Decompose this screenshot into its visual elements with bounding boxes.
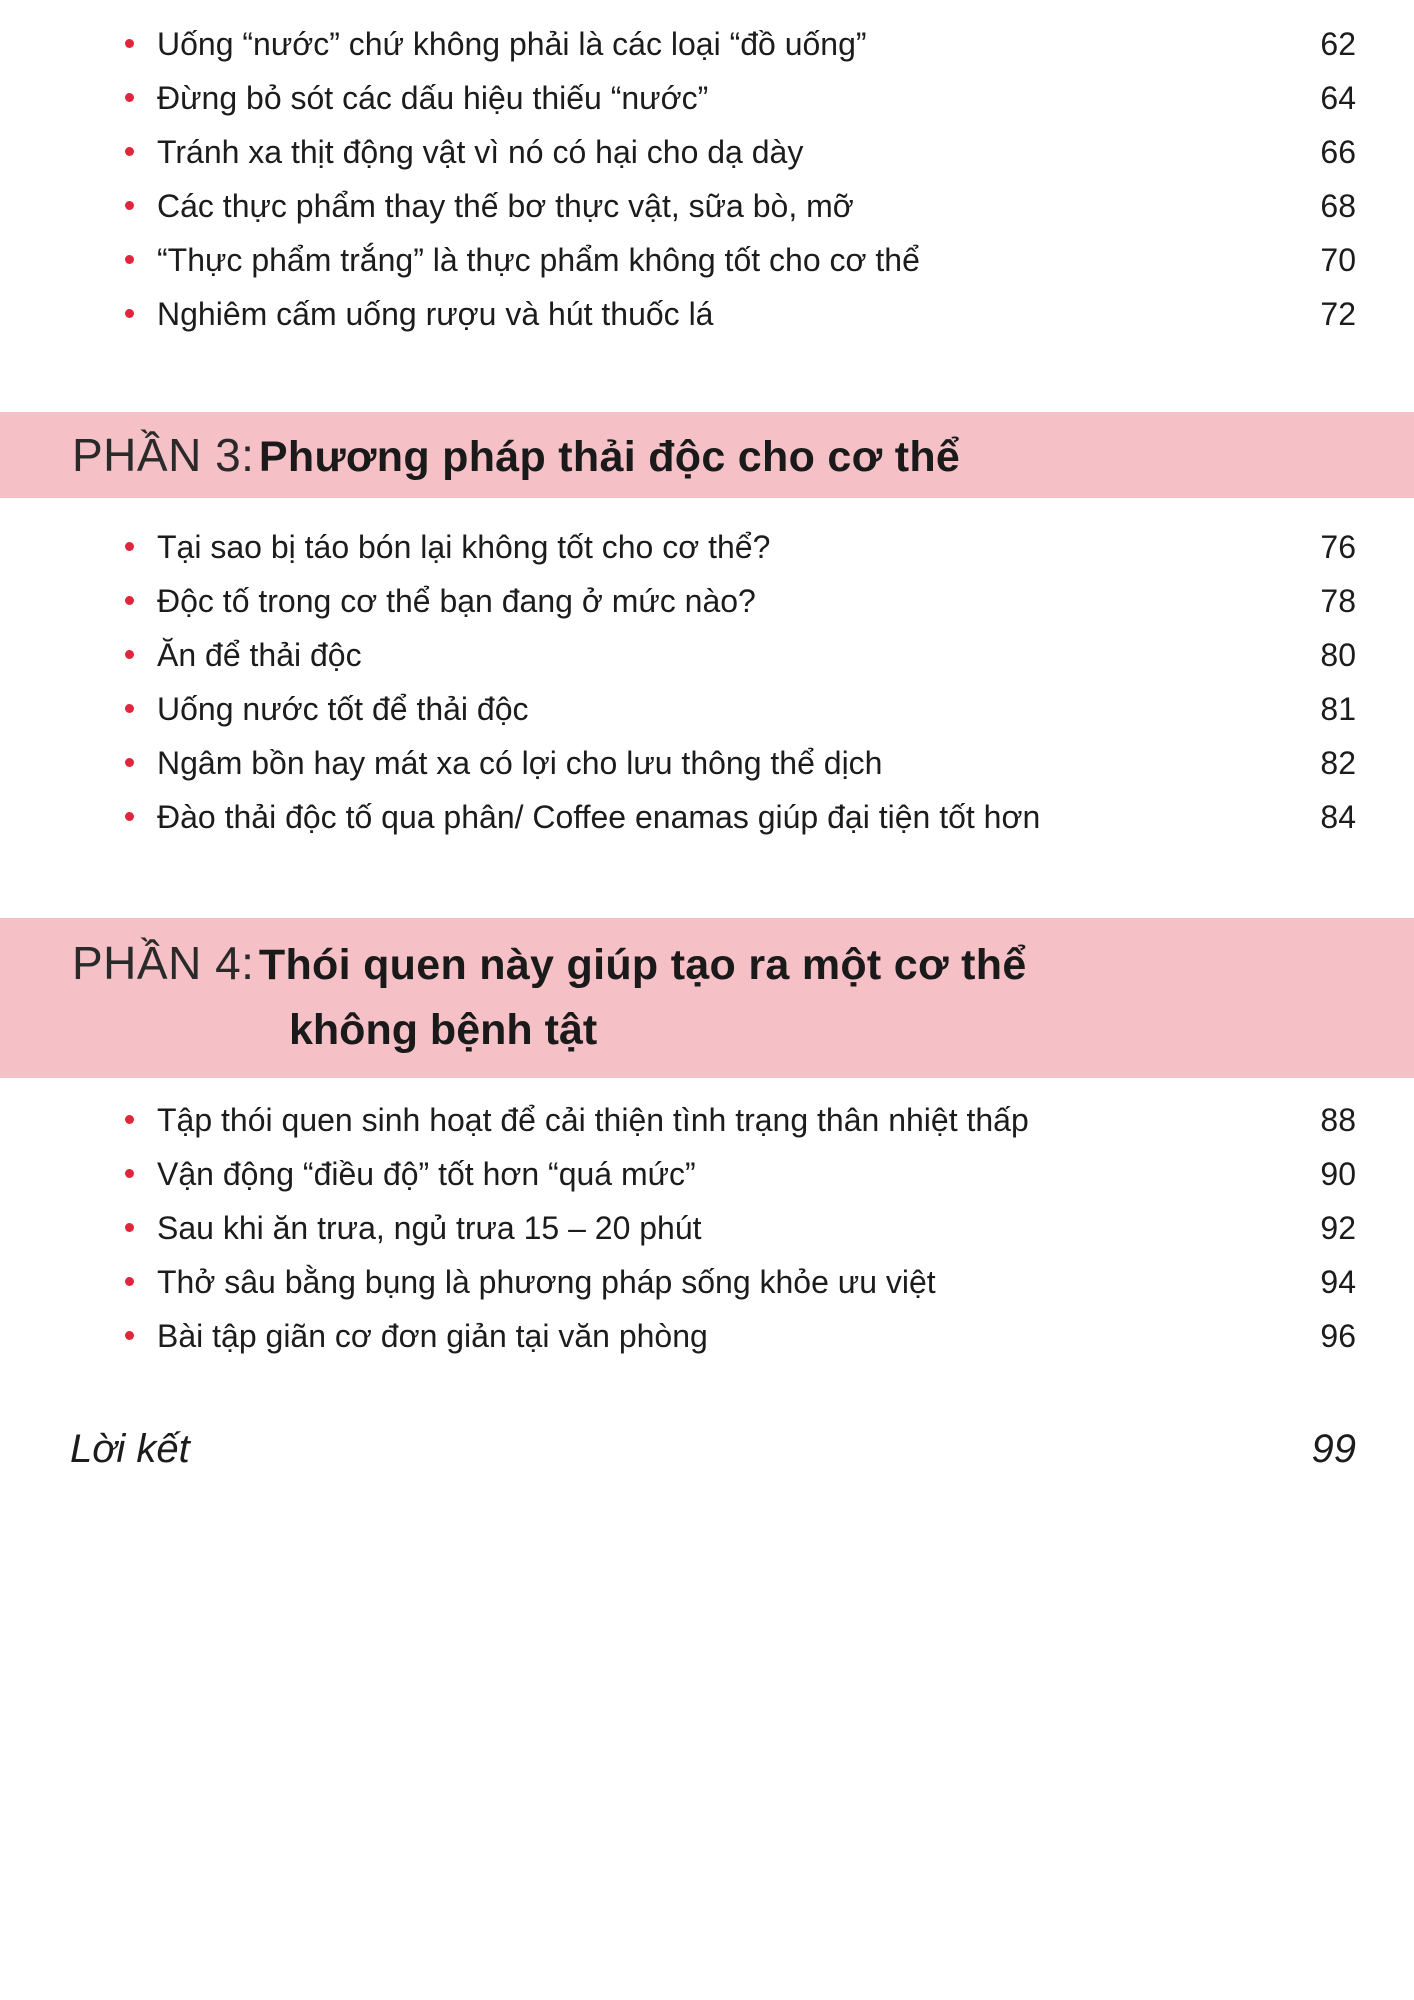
closing-page: 99 bbox=[1311, 1427, 1356, 1471]
toc-item-title: Đào thải độc tố qua phân/ Coffee enamas giúp đại tiện tốt hơn bbox=[157, 799, 1041, 835]
bullet-icon bbox=[125, 93, 134, 102]
toc-item-page: 92 bbox=[1320, 1210, 1356, 1246]
part3-prefix: PHẦN 3: bbox=[72, 429, 255, 481]
toc-item-title: Ăn để thải độc bbox=[157, 637, 362, 673]
bullet-icon bbox=[125, 309, 134, 318]
toc-item-title: Tại sao bị táo bón lại không tốt cho cơ thể? bbox=[157, 529, 771, 565]
toc-item[interactable] bbox=[0, 1309, 1414, 1363]
toc-item-page: 82 bbox=[1320, 745, 1356, 781]
bullet-icon bbox=[125, 39, 134, 48]
bullet-icon bbox=[125, 704, 134, 713]
toc-item-page: 78 bbox=[1320, 583, 1356, 619]
bullet-icon bbox=[125, 812, 134, 821]
toc-item-page: 81 bbox=[1320, 691, 1356, 727]
toc-item-page: 72 bbox=[1320, 296, 1356, 332]
toc-item-page: 66 bbox=[1320, 134, 1356, 170]
bullet-icon bbox=[125, 758, 134, 767]
part4-toc-list bbox=[0, 1093, 1414, 1363]
toc-item-title: Ngâm bồn hay mát xa có lợi cho lưu thông thể dịch bbox=[157, 745, 883, 781]
toc-item-title: Uống nước tốt để thải độc bbox=[157, 691, 529, 727]
toc-item-page: 94 bbox=[1320, 1264, 1356, 1300]
bullet-icon bbox=[125, 542, 134, 551]
part3-toc-list bbox=[0, 520, 1414, 844]
closing-title[interactable]: Lời kết bbox=[70, 1427, 190, 1471]
toc-item-page: 80 bbox=[1320, 637, 1356, 673]
toc-item[interactable] bbox=[0, 1255, 1414, 1309]
toc-item[interactable] bbox=[0, 233, 1414, 287]
toc-item[interactable] bbox=[0, 1201, 1414, 1255]
toc-item[interactable] bbox=[0, 125, 1414, 179]
part4-title-line1: Thói quen này giúp tạo ra một cơ thể bbox=[258, 941, 1027, 989]
bullet-icon bbox=[125, 201, 134, 210]
part4-header-band bbox=[0, 918, 1414, 1078]
toc-item-title: Tập thói quen sinh hoạt để cải thiện tình trạng thân nhiệt thấp bbox=[157, 1102, 1029, 1138]
toc-item-title: Đừng bỏ sót các dấu hiệu thiếu “nước” bbox=[157, 80, 709, 116]
toc-item[interactable] bbox=[0, 520, 1414, 574]
toc-item-title: Uống “nước” chứ không phải là các loại “đồ uống” bbox=[157, 26, 867, 62]
toc-item-page: 84 bbox=[1320, 799, 1356, 835]
toc-item[interactable] bbox=[0, 790, 1414, 844]
bullet-icon bbox=[125, 255, 134, 264]
bullet-icon bbox=[125, 1223, 134, 1232]
part3-title: Phương pháp thải độc cho cơ thể bbox=[258, 433, 961, 481]
toc-item-title: Vận động “điều độ” tốt hơn “quá mức” bbox=[157, 1156, 696, 1192]
bullet-icon bbox=[125, 147, 134, 156]
toc-item[interactable] bbox=[0, 17, 1414, 71]
bullet-icon bbox=[125, 596, 134, 605]
toc-item-title: Sau khi ăn trưa, ngủ trưa 15 – 20 phút bbox=[157, 1210, 702, 1246]
toc-item-page: 96 bbox=[1320, 1318, 1356, 1354]
bullet-icon bbox=[125, 1169, 134, 1178]
bullet-icon bbox=[125, 1277, 134, 1286]
toc-item-page: 88 bbox=[1320, 1102, 1356, 1138]
part4-prefix: PHẦN 4: bbox=[72, 937, 255, 989]
part4-title-line2: không bệnh tật bbox=[289, 1006, 598, 1054]
toc-item-title: Thở sâu bằng bụng là phương pháp sống khỏe ưu việt bbox=[157, 1264, 936, 1300]
toc-item-title: “Thực phẩm trắng” là thực phẩm không tốt cho cơ thể bbox=[157, 242, 920, 278]
toc-item-page: 68 bbox=[1320, 188, 1356, 224]
toc-item[interactable] bbox=[0, 1147, 1414, 1201]
toc-item-page: 90 bbox=[1320, 1156, 1356, 1192]
toc-item-title: Nghiêm cấm uống rượu và hút thuốc lá bbox=[157, 296, 714, 332]
toc-item[interactable] bbox=[0, 736, 1414, 790]
toc-item[interactable] bbox=[0, 1093, 1414, 1147]
toc-item-title: Tránh xa thịt động vật vì nó có hại cho dạ dày bbox=[157, 134, 804, 170]
bullet-icon bbox=[125, 1331, 134, 1340]
toc-item[interactable] bbox=[0, 71, 1414, 125]
part3-header-band bbox=[0, 412, 1414, 498]
bullet-icon bbox=[125, 650, 134, 659]
part4-heading[interactable] bbox=[72, 936, 1027, 990]
toc-item[interactable] bbox=[0, 179, 1414, 233]
part2-toc-list bbox=[0, 17, 1414, 341]
toc-item-title: Bài tập giãn cơ đơn giản tại văn phòng bbox=[157, 1318, 708, 1354]
toc-item[interactable] bbox=[0, 628, 1414, 682]
part3-heading[interactable] bbox=[72, 428, 960, 482]
toc-item-page: 64 bbox=[1320, 80, 1356, 116]
bullet-icon bbox=[125, 1115, 134, 1124]
toc-item-title: Độc tố trong cơ thể bạn đang ở mức nào? bbox=[157, 583, 756, 619]
toc-item-page: 62 bbox=[1320, 26, 1356, 62]
toc-item[interactable] bbox=[0, 574, 1414, 628]
toc-item-title: Các thực phẩm thay thế bơ thực vật, sữa bò, mỡ bbox=[157, 188, 854, 224]
toc-item[interactable] bbox=[0, 682, 1414, 736]
toc-item[interactable] bbox=[0, 287, 1414, 341]
toc-item-page: 70 bbox=[1320, 242, 1356, 278]
toc-item-page: 76 bbox=[1320, 529, 1356, 565]
